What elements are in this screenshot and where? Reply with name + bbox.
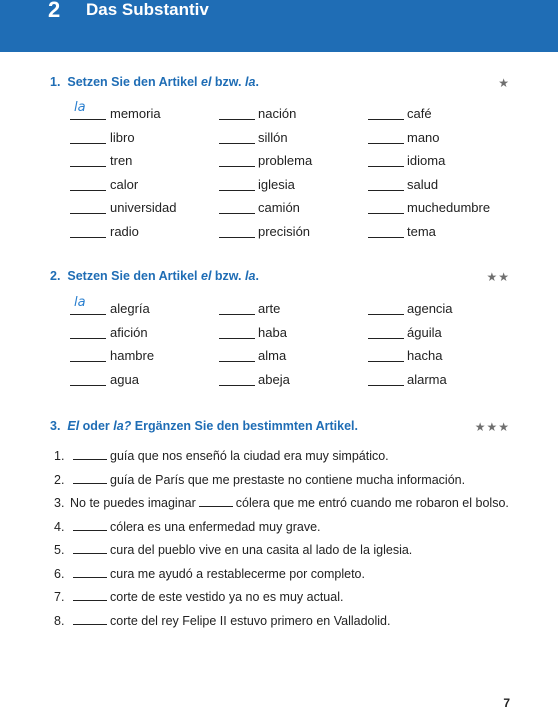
noun-word: tema xyxy=(407,223,436,239)
answer-blank[interactable] xyxy=(70,237,106,238)
answer-blank[interactable] xyxy=(73,520,107,531)
answer-blank[interactable] xyxy=(73,567,107,578)
sentence-number: 4. xyxy=(54,519,65,534)
noun-word: mano xyxy=(407,129,440,145)
answer-blank[interactable] xyxy=(219,190,255,191)
noun-word: salud xyxy=(407,176,439,192)
answer-blank[interactable] xyxy=(70,361,106,362)
noun-word: iglesia xyxy=(258,176,295,192)
answer-blank[interactable] xyxy=(70,166,106,167)
answer-blank[interactable] xyxy=(368,385,404,386)
example-answer: la xyxy=(74,100,86,115)
noun-word: calor xyxy=(110,176,139,192)
answer-blank[interactable] xyxy=(73,614,107,625)
noun-word: camión xyxy=(258,200,300,215)
answer-blank[interactable] xyxy=(219,385,255,386)
noun-word: haba xyxy=(258,324,287,340)
noun-word: afición xyxy=(110,324,148,340)
answer-blank[interactable] xyxy=(219,361,255,362)
example-answer: la xyxy=(74,295,86,310)
sentence-number: 2. xyxy=(54,472,65,487)
noun-word: águila xyxy=(407,324,442,340)
sentence-text-before: No te puedes imaginar xyxy=(70,496,196,510)
answer-blank[interactable] xyxy=(73,449,107,460)
sentence-item xyxy=(54,567,365,581)
noun-word: precisión xyxy=(258,223,311,239)
answer-blank[interactable] xyxy=(73,543,107,554)
answer-blank[interactable] xyxy=(368,166,404,167)
sentence-item xyxy=(54,473,465,487)
answer-blank[interactable] xyxy=(368,237,404,238)
noun-word: problema xyxy=(258,153,313,168)
difficulty-stars-3: ★★★ xyxy=(474,420,510,434)
sentence-number: 7. xyxy=(54,590,65,604)
noun-word: agua xyxy=(110,371,139,387)
sentence-text: cólera que me entró cuando me robaron el bolso. xyxy=(235,496,509,510)
noun-word: agencia xyxy=(407,301,453,316)
answer-blank[interactable] xyxy=(219,166,255,167)
answer-blank[interactable] xyxy=(368,338,404,339)
exercise-3-title: 3. El oder la? Ergänzen Sie den bestimmten Artikel. xyxy=(50,419,358,433)
answer-blank[interactable] xyxy=(73,473,107,484)
answer-blank[interactable] xyxy=(219,143,255,144)
noun-word: universidad xyxy=(110,200,177,215)
sentence-item xyxy=(54,543,412,557)
sentence-number: 6. xyxy=(54,566,65,581)
answer-blank[interactable] xyxy=(199,496,233,507)
sentence-number: 1. xyxy=(54,449,65,463)
answer-blank[interactable] xyxy=(368,213,404,214)
answer-blank[interactable] xyxy=(70,385,106,386)
answer-blank[interactable] xyxy=(70,119,106,120)
answer-blank[interactable] xyxy=(70,190,106,191)
noun-word: tren xyxy=(110,153,133,168)
sentence-number: 8. xyxy=(54,613,65,628)
sentence-number: 5. xyxy=(54,543,65,557)
answer-blank[interactable] xyxy=(70,213,106,214)
sentence-item xyxy=(54,496,509,510)
answer-blank[interactable] xyxy=(219,314,255,315)
page-number: 7 xyxy=(503,696,510,710)
chapter-number: 2 xyxy=(48,0,61,22)
answer-blank[interactable] xyxy=(368,143,404,144)
noun-word: alma xyxy=(258,348,287,363)
sentence-text: cura me ayudó a restablecerme por completo. xyxy=(110,566,365,581)
noun-word: libro xyxy=(110,129,135,145)
noun-word: sillón xyxy=(258,129,288,145)
answer-blank[interactable] xyxy=(70,143,106,144)
sentence-item xyxy=(54,449,389,463)
answer-blank[interactable] xyxy=(219,119,255,120)
sentence-number: 3. xyxy=(54,496,65,510)
noun-word: alegría xyxy=(110,301,150,316)
sentence-item xyxy=(54,590,343,604)
sentence-text: corte de este vestido ya no es muy actual. xyxy=(110,590,344,604)
answer-blank[interactable] xyxy=(368,190,404,191)
noun-word: arte xyxy=(258,301,281,316)
chapter-header xyxy=(0,0,558,52)
noun-word: idioma xyxy=(407,153,446,168)
difficulty-stars-2: ★★ xyxy=(486,270,510,284)
sentence-text: cura del pueblo vive en una casita al lado de la iglesia. xyxy=(110,543,413,557)
noun-word: alarma xyxy=(407,371,447,387)
sentence-text: corte del rey Felipe II estuvo primero en Valladolid. xyxy=(110,613,391,628)
sentence-item xyxy=(54,520,321,534)
answer-blank[interactable] xyxy=(70,338,106,339)
noun-word: abeja xyxy=(258,371,290,387)
noun-word: muchedumbre xyxy=(407,200,491,215)
answer-blank[interactable] xyxy=(219,213,255,214)
noun-word: nación xyxy=(258,106,297,121)
exercise-2-title: 2. Setzen Sie den Artikel el bzw. la. xyxy=(50,269,259,283)
answer-blank[interactable] xyxy=(368,119,404,120)
answer-blank[interactable] xyxy=(368,361,404,362)
exercise-1-title: 1. Setzen Sie den Artikel el bzw. la. xyxy=(50,75,259,89)
noun-word: hambre xyxy=(110,348,155,363)
difficulty-stars-1: ★ xyxy=(498,76,510,90)
sentence-text: guía de París que me prestaste no contiene mucha información. xyxy=(110,472,466,487)
sentence-text: guía que nos enseñó la ciudad era muy simpático. xyxy=(110,449,389,463)
sentence-text: cólera es una enfermedad muy grave. xyxy=(110,519,321,534)
answer-blank[interactable] xyxy=(70,314,106,315)
noun-word: hacha xyxy=(407,348,443,363)
sentence-item xyxy=(54,614,390,628)
noun-word: radio xyxy=(110,223,139,239)
answer-blank[interactable] xyxy=(219,338,255,339)
noun-word: memoria xyxy=(110,106,161,121)
answer-blank[interactable] xyxy=(368,314,404,315)
noun-word: café xyxy=(407,106,432,121)
answer-blank[interactable] xyxy=(219,237,255,238)
chapter-title: Das Substantiv xyxy=(86,0,209,19)
answer-blank[interactable] xyxy=(73,590,107,601)
